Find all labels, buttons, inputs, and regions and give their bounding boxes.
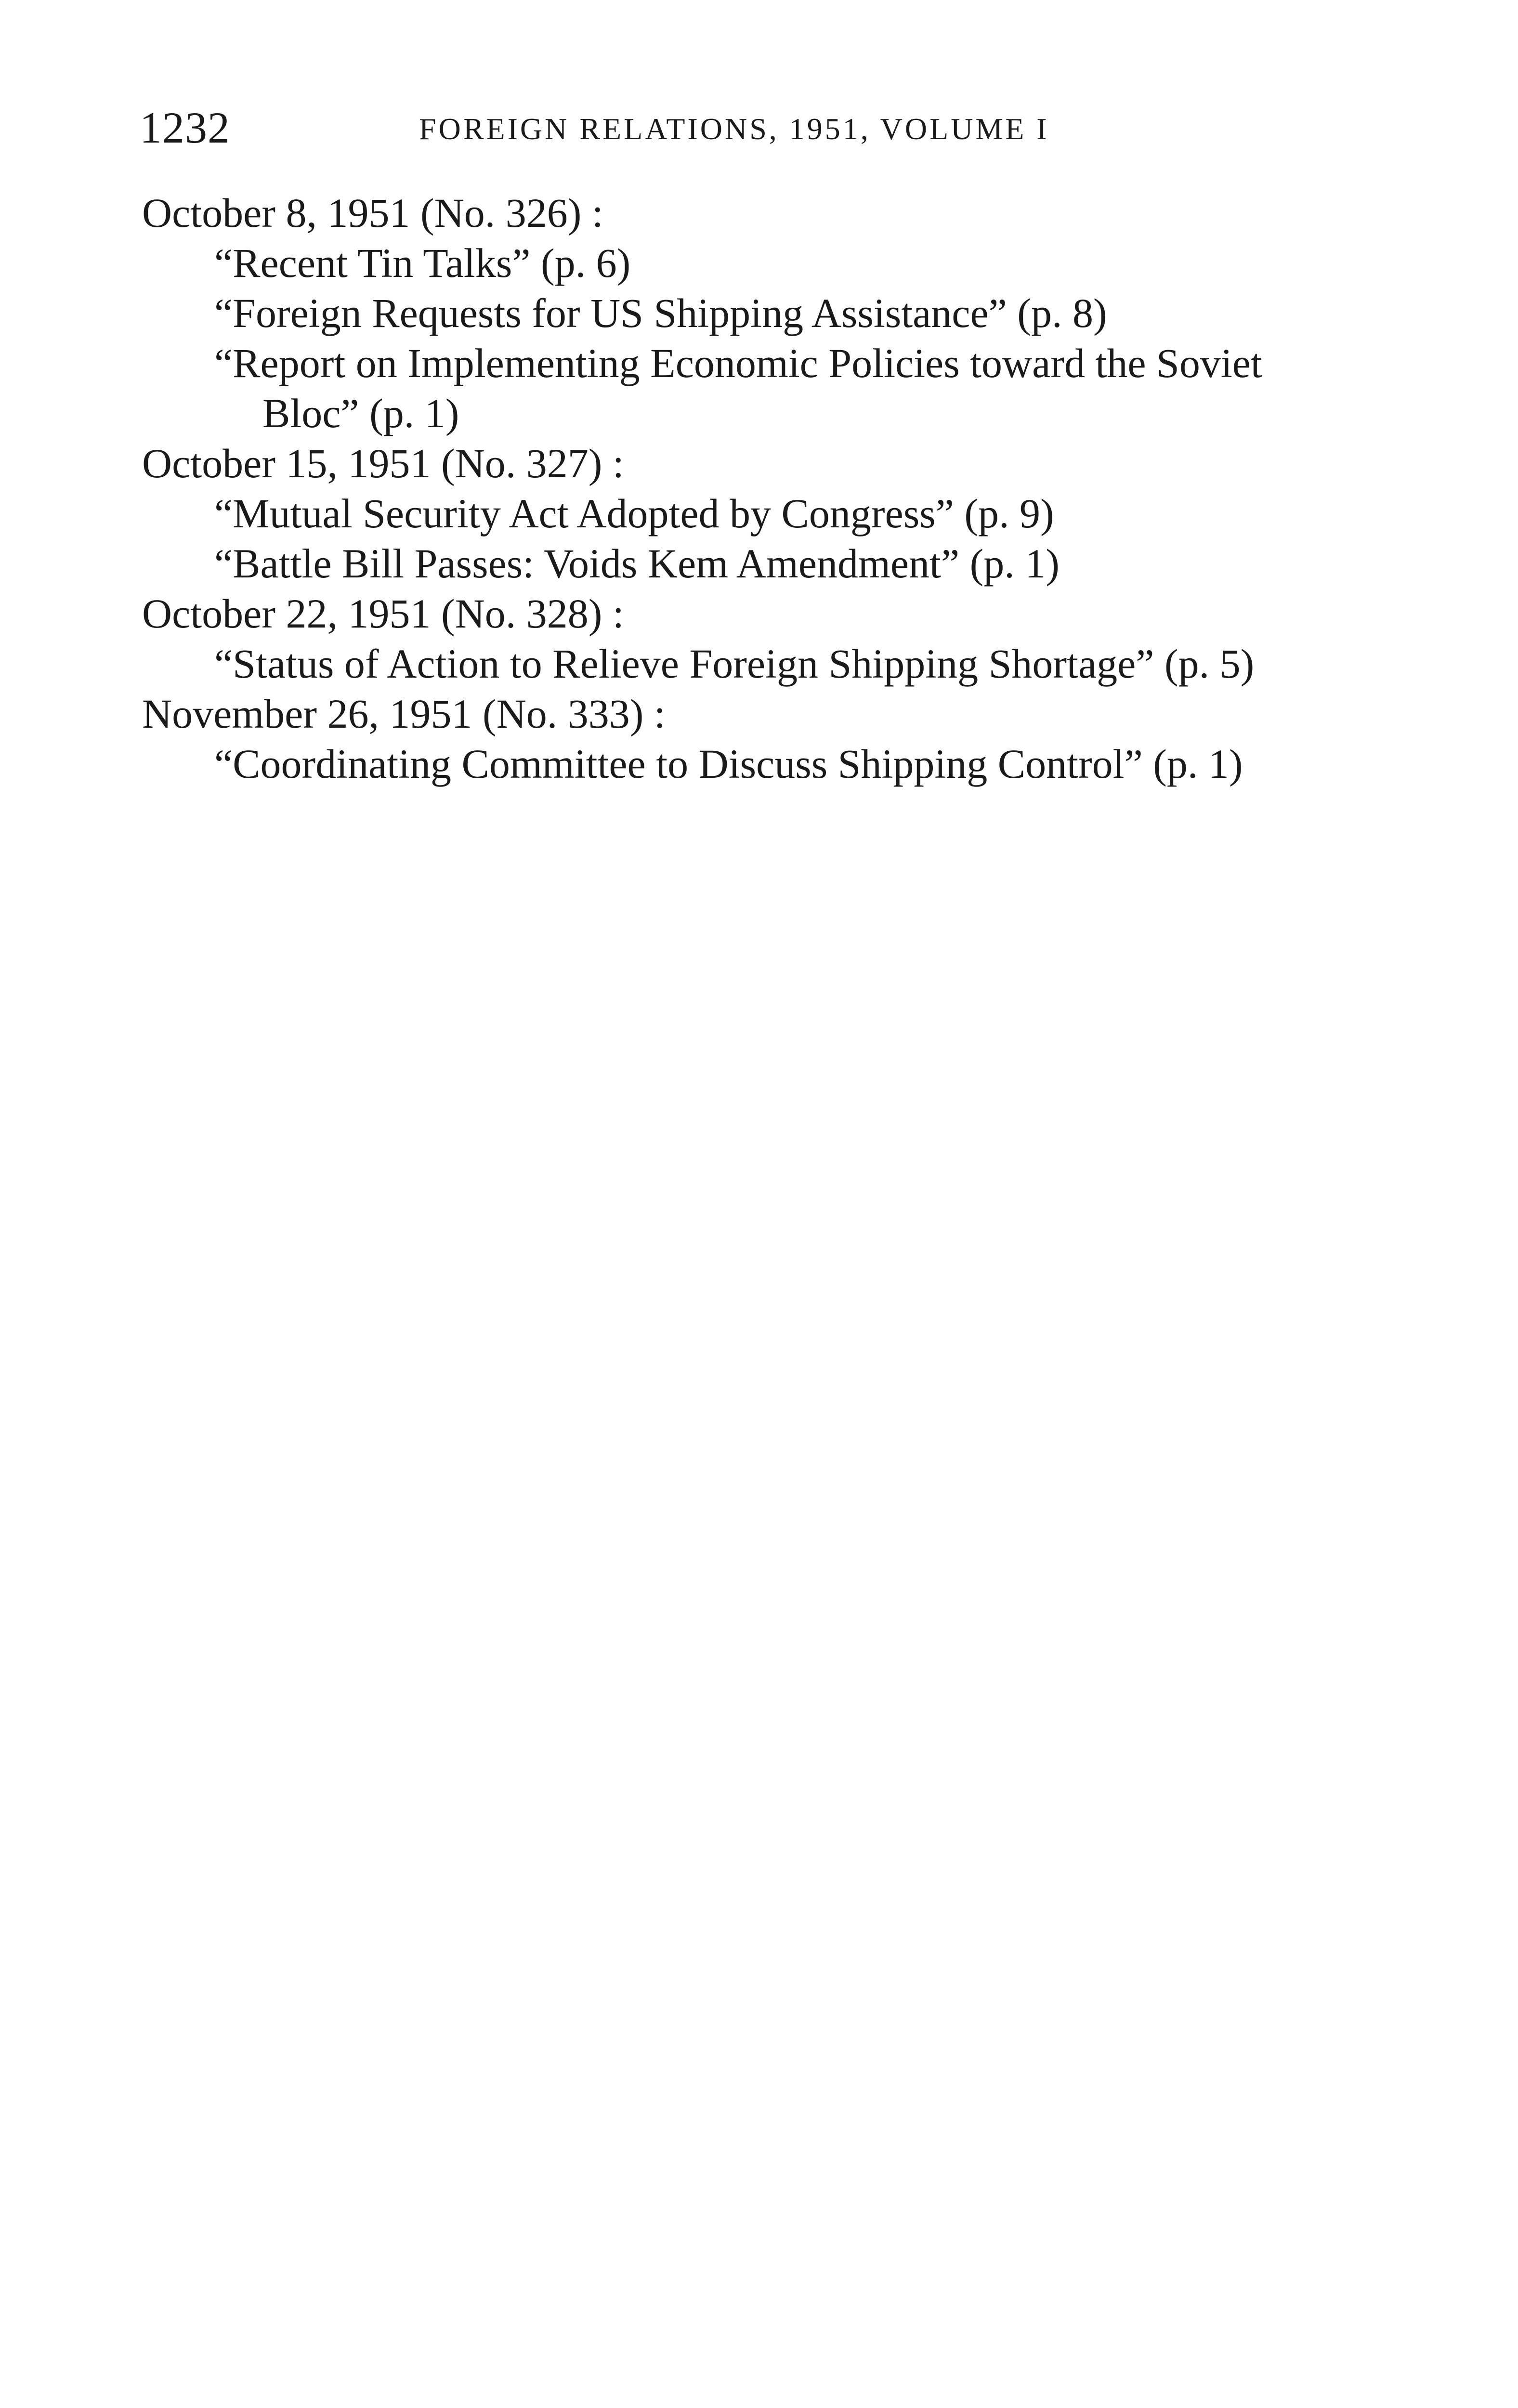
entry-article: “Status of Action to Relieve Foreign Shipping Shortage” (p. 5) (214, 641, 1255, 687)
page-number: 1232 (140, 103, 230, 152)
entry-date: October 8, 1951 (No. 326) : (142, 190, 603, 236)
entry-article: “Recent Tin Talks” (p. 6) (214, 240, 631, 286)
entry-date: October 15, 1951 (No. 327) : (142, 440, 624, 486)
entry-october-15 (142, 438, 1438, 589)
entry-date: October 22, 1951 (No. 328) : (142, 590, 624, 637)
entry-article: “Battle Bill Passes: Voids Kem Amendment” (p. 1) (214, 540, 1060, 587)
entry-october-8 (142, 188, 1438, 438)
bulletin-entry-list (142, 188, 1438, 789)
entry-october-22 (142, 589, 1438, 689)
entry-november-26 (142, 689, 1438, 789)
entry-article-continuation: Bloc” (p. 1) (262, 390, 459, 436)
running-head (140, 101, 1430, 154)
header-title: FOREIGN RELATIONS, 1951, VOLUME I (419, 112, 1049, 146)
entry-article: “Report on Implementing Economic Policies toward the Soviet (214, 340, 1262, 386)
entry-article: “Mutual Security Act Adopted by Congress” (p. 9) (214, 490, 1054, 537)
entry-article: “Coordinating Committee to Discuss Shipping Control” (p. 1) (214, 741, 1243, 787)
entry-date: November 26, 1951 (No. 333) : (142, 691, 666, 737)
entry-article: “Foreign Requests for US Shipping Assistance” (p. 8) (214, 290, 1107, 336)
